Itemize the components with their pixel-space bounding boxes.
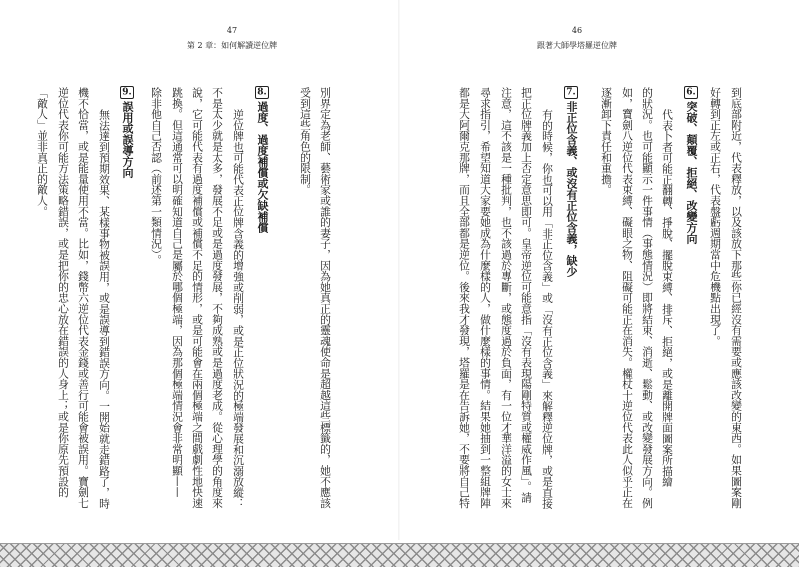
text-column: 注意，這不該是一種批判，也不該過於專斷，或態度過於負面，有一位才華洋溢的女士來 bbox=[500, 87, 513, 509]
running-header: 第 2 章：如何解讀逆位牌 bbox=[186, 41, 278, 50]
section-9-heading bbox=[121, 86, 134, 178]
text-column: 到底部附近，代表釋放，以及該放下那些你已經沒有需要或應該改變的東西。如果圖案剛 bbox=[730, 87, 743, 509]
section-number: 6. bbox=[684, 86, 698, 99]
section-6-heading bbox=[685, 86, 698, 244]
section-number: 9. bbox=[120, 86, 134, 99]
page-number: 46 bbox=[571, 26, 583, 35]
text-column: 的狀況。也可能顯示一件事情（事態情況）即將結束、消逝、鬆動、或改變發展方向。例 bbox=[641, 87, 654, 509]
text-column: 說，它可能代表有過度補償或補償不足的情形，或是可能會在兩個極端之間戲劇性地快速 bbox=[191, 87, 204, 509]
section-title: 過度、過度補償或欠缺補償 bbox=[256, 101, 269, 233]
section-title: 非正位含義、或沒有正位含義，缺少 bbox=[565, 101, 578, 277]
section-8-heading bbox=[256, 86, 269, 233]
text-column: 都是大阿爾克那牌，而且全部都是逆位。後來我才發現，塔羅是在告訴她，不要將自己特 bbox=[458, 87, 471, 509]
text-column: 代表卜者可能正翻轉、掙脫、擺脫束縛、排斥、拒絕，或是離開牌面圖案所描繪 bbox=[661, 108, 674, 487]
text-column: 好轉到正左或正右，代表盤虧週期當中危機點出現了。 bbox=[709, 87, 722, 347]
text-column: 把正位牌義加上否定意思即可。皇帝逆位可能意指「沒有表現陽剛特質或權威作風」。請 bbox=[520, 87, 533, 503]
section-7-heading bbox=[565, 86, 578, 277]
text-column: 跳換。但這通常可以明確知道自己是屬於哪個極端，因為那個極端情況會非常明顯—— bbox=[171, 87, 184, 498]
decorative-border-strip bbox=[0, 543, 799, 567]
text-column: 如，寶劍八逆位代表束縛、礙眼之物、阻礙可能正在消失。權杖十逆位代表此人似乎正在 bbox=[621, 87, 634, 509]
page-gutter bbox=[398, 0, 400, 540]
page-number: 47 bbox=[226, 26, 238, 35]
text-column: 逐漸卸下責任和重擔。 bbox=[600, 87, 613, 195]
text-column: 逆位牌也可能代表正位牌含義的增強或削弱，或是正位狀況的極端發展和沉溺放縱： bbox=[232, 108, 245, 509]
text-column: 無法達到預期效果、某樣事物被誤用，或是誤導到錯誤方向。一開始就走錯路了，時 bbox=[98, 108, 111, 509]
text-column: 別界定為老師、藝術家或誰的妻子，因為她真正的靈魂使命是超越這些標籤的，她不應該 bbox=[319, 87, 332, 509]
section-number: 7. bbox=[564, 86, 578, 99]
section-title: 突破、顛覆、拒絕、改變方向 bbox=[685, 101, 698, 244]
text-column: 尋求指引，希望知道大家要她成為什麼樣的人，做什麼樣的事情。結果她抽到一整組牌陣 bbox=[479, 87, 492, 509]
text-column: 受到這些角色的限制。 bbox=[299, 87, 312, 195]
running-header: 跟著大師學塔羅逆位牌 bbox=[537, 41, 617, 50]
text-column: 機不恰當，或是能量使用不當。比如，錢幣六逆位代表金錢或善行可能會被誤用。寶劍七 bbox=[77, 87, 90, 509]
text-column: 不是太少就是太多，發展不足或是過度發展，不夠成熟或是過度老成。從心理學的角度來 bbox=[211, 87, 224, 509]
text-column: 逆位代表你可能方法策略錯誤，或是把你的忠心放在錯誤的人身上；或是你原先預設的 bbox=[57, 87, 70, 498]
text-column: 「敵人」並非真正的敵人。 bbox=[36, 87, 49, 217]
section-number: 8. bbox=[255, 86, 269, 99]
text-column: 有的時候，你也可以用「非正位含義」或「沒有正位含義」來解釋逆位牌，或是直接 bbox=[541, 108, 554, 509]
section-title: 誤用或誤導方向 bbox=[121, 101, 134, 178]
text-column: 除非他自己否認（前述第一類情況）。 bbox=[150, 87, 163, 266]
